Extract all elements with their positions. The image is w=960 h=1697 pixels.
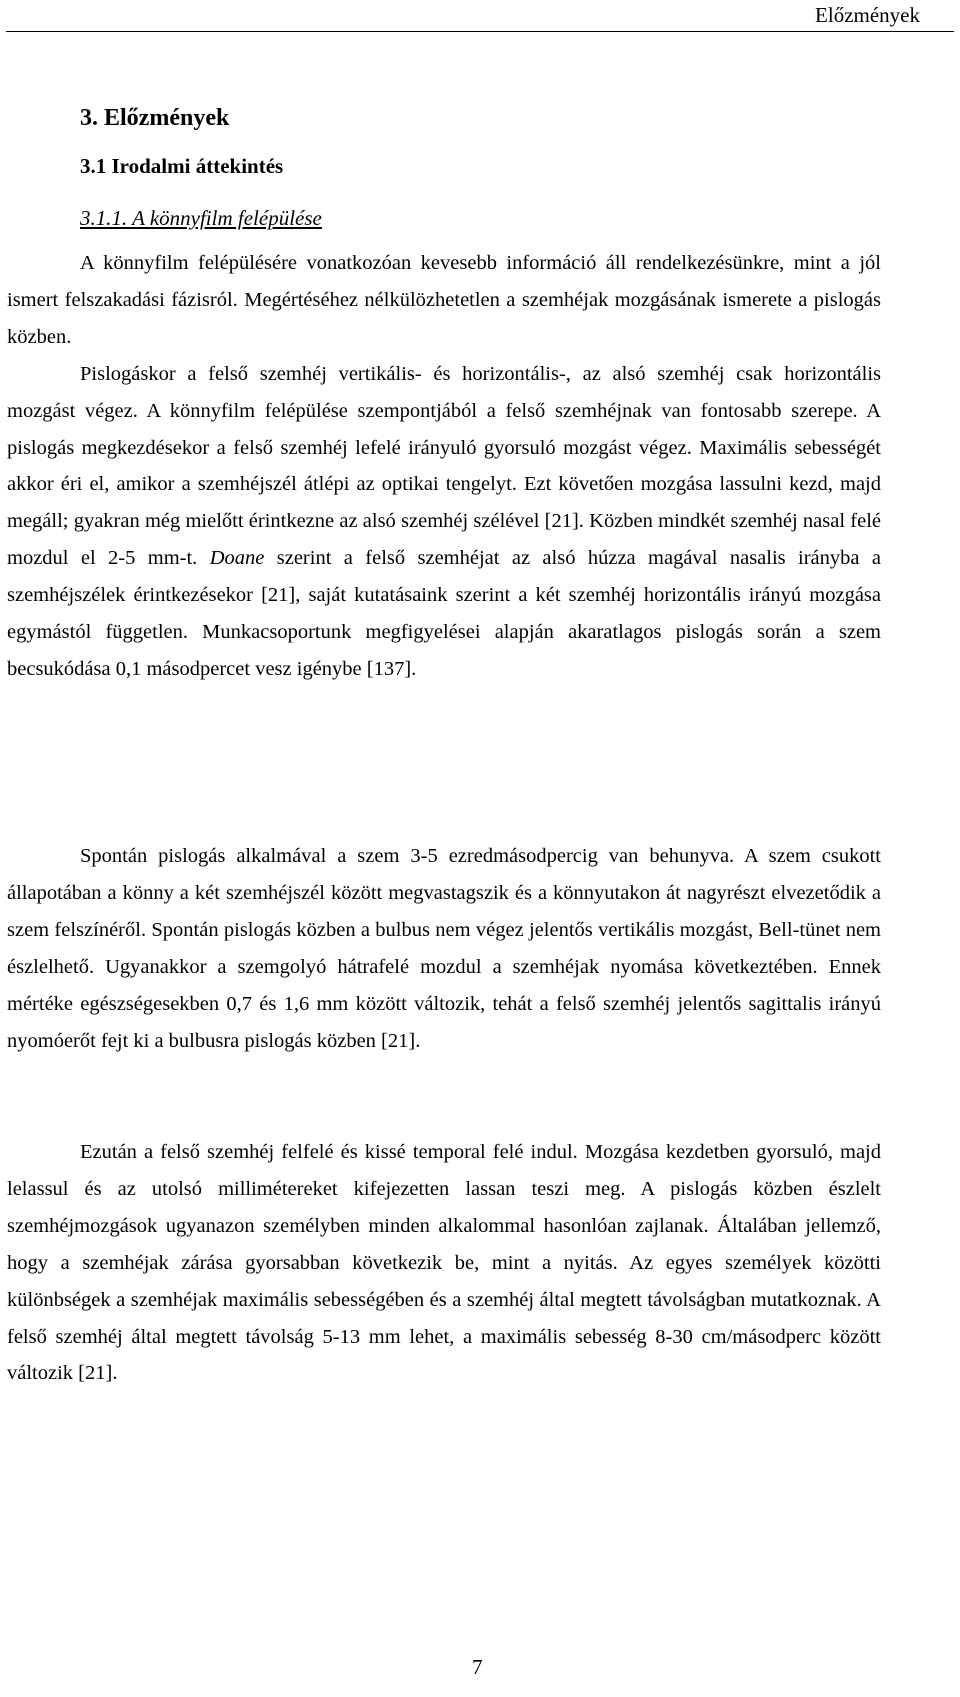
paragraph-1 bbox=[7, 245, 881, 356]
paragraph-2-text-b: szerint a felső szemhéjat az alsó húzza magával nasalis irányba a szemhéjszélek érintkezésekor [21], saját kutatásaink szerint a két szemhéj horizontális irányú mozgása egymástól független. Munkacsoportunk megfigyelései alapján akaratlagos pislogás során a szem becsukódása 0,1 másodpercet vesz igénybe [137]. bbox=[7, 547, 881, 680]
paragraph-2 bbox=[7, 356, 881, 688]
paragraph-3: Spontán pislogás alkalmával a szem 3-5 ezredmásodpercig van behunyva. A szem csukott állapotában a könny a két szemhéjszél között megvastagszik és a könnyutakon át nagyrészt elvezetődik a szem felszínéről. Spontán pislogás közben a bulbus nem végez jelentős vertikális mozgást, Bell-tünet nem észlelhető. Ugyanakkor a szemgolyó hátrafelé mozdul a szemhéjak nyomása következtében. Ennek mértéke egészségesekben 0,7 és 1,6 mm között változik, tehát a felső szemhéj jelentős sagittalis irányú nyomóerőt fejt ki a bulbusra pislogás közben [21]. bbox=[7, 845, 881, 1052]
paragraph-group-2 bbox=[7, 838, 881, 1059]
page-number: 7 bbox=[472, 1655, 483, 1679]
running-header: Előzmények bbox=[815, 3, 920, 27]
author-name-italic: Doane bbox=[209, 547, 265, 570]
paragraph-1-text: A könnyfilm felépülésére vonatkozóan kevesebb információ áll rendelkezésünkre, mint a jól ismert felszakadási fázisról. Megértéséhez nélkülözhetetlen a szemhéjak mozgásának ismerete a pislogás közben. bbox=[7, 252, 881, 348]
paragraph-group-1 bbox=[7, 245, 881, 688]
section-heading: 3.1 Irodalmi áttekintés bbox=[80, 154, 284, 178]
subsection-heading: 3.1.1. A könnyfilm felépülése bbox=[80, 206, 322, 230]
paragraph-group-3 bbox=[7, 1134, 881, 1392]
paragraph-2-text-a: Pislogáskor a felső szemhéj vertikális- és horizontális-, az alsó szemhéj csak horizontális mozgást végez. A könnyfilm felépülése szempontjából a felső szemhéjnak van fontosabb szerepe. A pislogás megkezdésekor a felső szemhéj lefelé irányuló gyorsuló mozgást végez. Maximális sebességét akkor éri el, amikor a szemhéjszél átlépi az optikai tengelyt. Ezt követően mozgása lassulni kezd, majd megáll; gyakran még mielőtt érintkezne az alsó szemhéj szélével [21]. Közben mindkét szemhéj nasal felé mozdul el 2-5 mm-t. bbox=[7, 362, 881, 570]
header-rule bbox=[6, 31, 954, 32]
chapter-heading: 3. Előzmények bbox=[80, 105, 230, 131]
paragraph-4: Ezután a felső szemhéj felfelé és kissé temporal felé indul. Mozgása kezdetben gyorsuló, majd lelassul és az utolsó millimétereket kifejezetten lassan teszi meg. A pislogás közben észlelt szemhéjmozgások ugyanazon személyben minden alkalommal hasonlóan zajlanak. Általában jellemző, hogy a szemhéjak zárása gyorsabban következik be, mint a nyitás. Az egyes személyek közötti különbségek a szemhéjak maximális sebességében és a szemhéj által megtett távolságban mutatkoznak. A felső szemhéj által megtett távolság 5-13 mm lehet, a maximális sebesség 8-30 cm/másodperc között változik [21]. bbox=[7, 1141, 881, 1385]
